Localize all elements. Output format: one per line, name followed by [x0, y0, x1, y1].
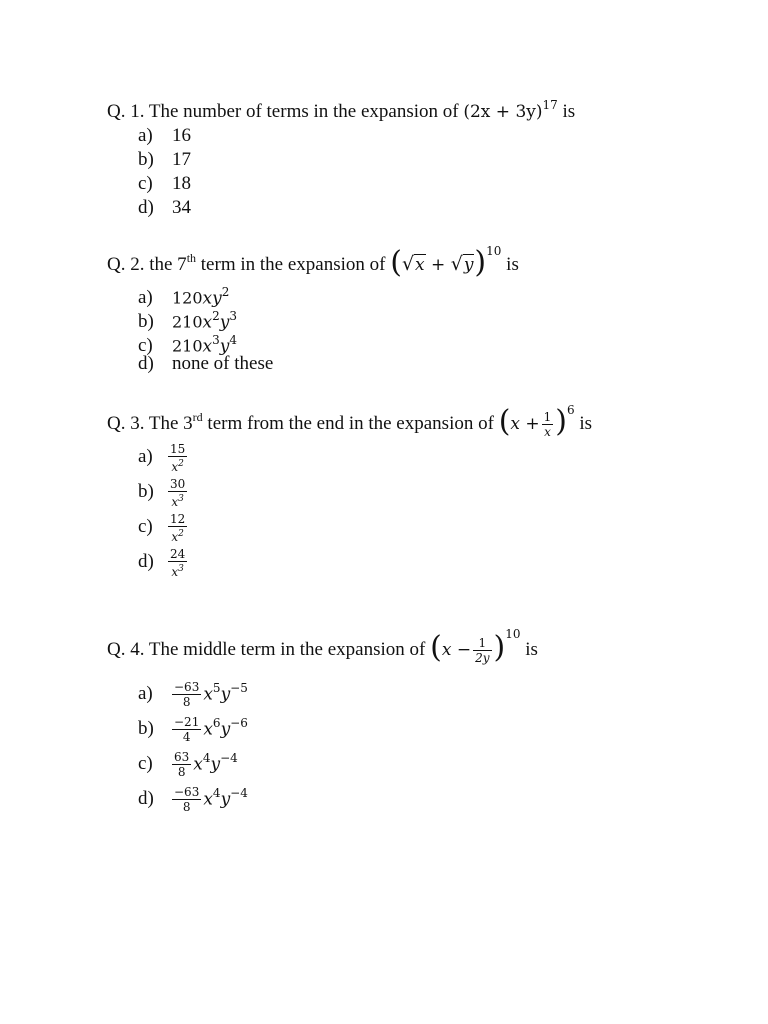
question-3-option-d[interactable]: d) $\frac{24}{x^3}$ — [138, 547, 186, 579]
question-1-option-b[interactable]: b) 17 — [138, 149, 191, 170]
question-3-option-a[interactable]: a) $\frac{15}{x^2}$ — [138, 442, 186, 474]
question-1-stem: Q. 1. The number of terms in the expansion of — [107, 101, 459, 122]
question-2-option-d[interactable]: d) none of these — [138, 353, 274, 374]
question-2-stem: Q. 2. the 7 — [107, 254, 187, 275]
question-3-power: 6 — [567, 402, 575, 417]
question-1-option-a[interactable]: a) 16 — [138, 125, 191, 146]
question-1-power: 17 — [542, 97, 558, 112]
question-1-tail: is — [562, 101, 576, 122]
question-3-option-b[interactable]: b) $\frac{30}{x^3}$ — [138, 477, 186, 509]
question-4-option-c[interactable]: c) $\frac{63}{8}$ $x^4y^{-4}$ — [138, 750, 238, 780]
question-4-stem: Q. 4. The middle term in the expansion of — [107, 638, 426, 660]
question-3-stem: Q. 3. The 3 — [107, 412, 193, 434]
question-2-tail: is — [506, 254, 519, 275]
question-2: Q. 2. the 7th term in the expansion of $(√x + √y)^{10}$ is — [107, 243, 519, 280]
question-3-tail: is — [579, 412, 593, 434]
question-3: Q. 3. The 3rd term from the end in the expansion of (x + $\frac{1}{x}$ )$^6$ is — [107, 402, 593, 439]
question-4-option-a[interactable]: a) $\frac{-63}{8}$ $x^5y^{-5}$ — [138, 680, 248, 710]
question-1-option-d[interactable]: d) 34 — [138, 197, 191, 218]
question-1 — [107, 97, 576, 124]
question-3-option-c[interactable]: c) $\frac{12}{x^2}$ — [138, 512, 186, 544]
question-1-option-c[interactable]: c) 18 — [138, 173, 191, 194]
question-4-option-d[interactable]: d) $\frac{-63}{8}$ $x^4y^{-4}$ — [138, 785, 248, 815]
question-2-option-c[interactable]: c) $210x^3y^4$ — [138, 333, 238, 357]
question-2-option-a[interactable]: a) $120xy^2$ — [138, 285, 230, 309]
question-2-option-b[interactable]: b) $210x^2y^3$ — [138, 309, 238, 333]
question-1-expression: (2x + 3y) — [463, 102, 543, 122]
question-2-power: 10 — [486, 243, 502, 258]
question-4-tail: is — [525, 638, 538, 660]
question-4-option-b[interactable]: b) $\frac{-21}{4}$ $x^6y^{-6}$ — [138, 715, 248, 745]
question-4-power: 10 — [505, 626, 521, 641]
question-4: Q. 4. The middle term in the expansion of (x − $\frac{1}{2y}$ )$^{10}$ is — [107, 626, 538, 665]
